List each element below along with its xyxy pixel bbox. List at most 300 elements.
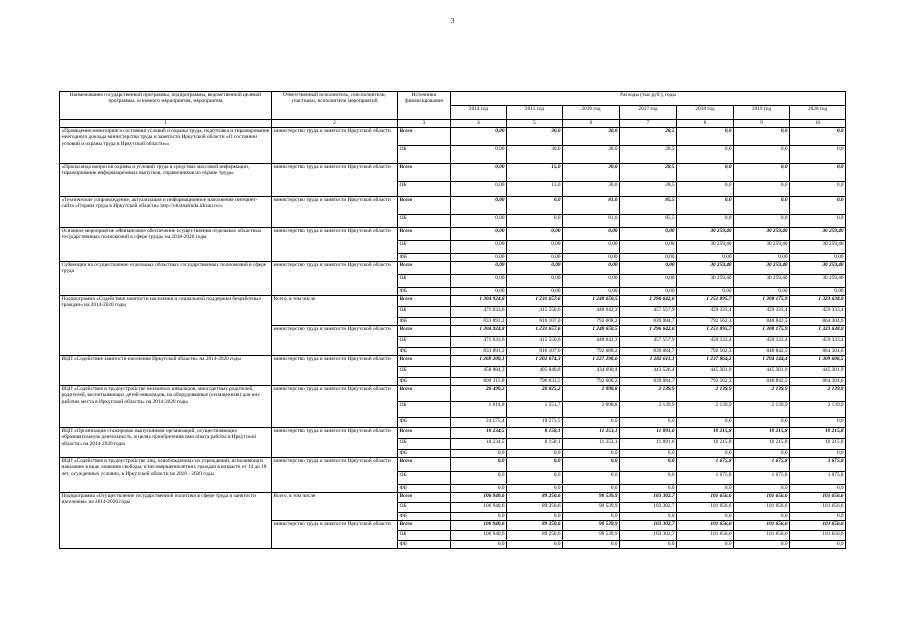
amount-cell: 2 139,9 (734, 402, 790, 418)
funding-source-cell: Всего (398, 493, 451, 503)
amount-cell: 0,00 (620, 262, 677, 275)
amount-cell: 0,00 (507, 254, 563, 262)
amount-cell: 30,0 (507, 146, 563, 164)
amount-cell: 106 940,6 (451, 521, 507, 531)
amount-cell: 19 273,5 (507, 418, 563, 428)
table-row (60, 197, 846, 215)
amount-cell: 30 259,40 (677, 262, 734, 275)
amount-cell: 0,0 (790, 197, 846, 215)
amount-cell: 28,5 (620, 128, 677, 146)
amount-cell: 0,00 (451, 146, 507, 164)
column-number: 6 (563, 120, 620, 128)
amount-cell: 85,5 (620, 215, 677, 228)
amount-cell: 0,0 (790, 513, 846, 521)
amount-cell: 848 842,5 (734, 318, 790, 326)
amount-cell: 792 562,3 (677, 378, 734, 386)
amount-cell: 792 608,2 (563, 348, 620, 356)
amount-cell: 11 253,1 (563, 439, 620, 450)
amount-cell: 0,00 (451, 182, 507, 197)
funding-source-cell: ФБ (398, 541, 451, 549)
amount-cell: 0,0 (790, 215, 846, 228)
funding-source-cell: ОБ (398, 439, 451, 450)
amount-cell: 0,0 (451, 472, 507, 485)
table-row (60, 128, 846, 146)
amount-cell: 101 656,6 (677, 521, 734, 531)
amount-cell: 11 891,6 (620, 439, 677, 450)
program-name-cell: «Техническое сопровождение, актуализация и информационное наполнение интернет-сайта «Охрана труда в Иркутской области» http://ohranatruda.irkzan.ru/» (60, 197, 272, 228)
amount-cell: 28,5 (620, 164, 677, 182)
amount-cell: 0,0 (620, 485, 677, 493)
header-year: 2017 год (620, 106, 677, 120)
amount-cell: 0,0 (563, 485, 620, 493)
header-source: Источники финансирования (398, 92, 451, 120)
amount-cell: 0,0 (563, 418, 620, 428)
table-row (60, 356, 846, 367)
amount-cell: 103 302,7 (620, 531, 677, 541)
amount-cell: 0,0 (790, 541, 846, 549)
funding-source-cell: ОБ (398, 337, 451, 348)
header-year: 2015 год (507, 106, 563, 120)
amount-cell: 0,00 (451, 288, 507, 296)
amount-cell: 445 301,9 (734, 367, 790, 378)
amount-cell: 90 539,9 (563, 493, 620, 503)
funding-source-cell: ОБ (398, 307, 451, 318)
executor-cell: министерство труда и занятости Иркутской области (272, 262, 398, 296)
executor-cell: министерство труда и занятости Иркутской области (272, 128, 398, 164)
amount-cell: 0,0 (734, 215, 790, 228)
program-name-cell: ВЦП «Содействие в трудоустройстве незанятых инвалидов, многодетных родителей, родителей, воспитывающих детей-инвалидов, на оборудованные (оснащенные) для них рабочие места в Иркутской области» на 2014-2020 годы (60, 386, 272, 428)
amount-cell: 0,0 (507, 450, 563, 458)
column-number: 4 (451, 120, 507, 128)
amount-cell: 864 304,6 (790, 378, 846, 386)
column-number: 1 (60, 120, 272, 128)
amount-cell: 30 259,40 (790, 228, 846, 241)
funding-source-cell: ФБ (398, 485, 451, 493)
funding-source-cell: Всего (398, 458, 451, 472)
amount-cell: 0,0 (620, 458, 677, 472)
amount-cell: 90 539,9 (563, 521, 620, 531)
amount-cell: 0,00 (790, 254, 846, 262)
table-row (60, 262, 846, 275)
amount-cell: 1 675,8 (790, 458, 846, 472)
column-number: 2 (272, 120, 398, 128)
funding-source-cell: ОБ (398, 367, 451, 378)
table-row (60, 228, 846, 241)
amount-cell: 0,0 (790, 182, 846, 197)
amount-cell: 11 253,1 (563, 428, 620, 439)
amount-cell: 101 656,6 (677, 503, 734, 513)
amount-cell: 1 675,8 (677, 472, 734, 485)
amount-cell: 0,00 (507, 288, 563, 296)
amount-cell: 1 304 924,8 (451, 326, 507, 337)
amount-cell: 448 042,3 (563, 307, 620, 318)
amount-cell: 0,0 (677, 541, 734, 549)
amount-cell: 0,00 (451, 164, 507, 182)
amount-cell: 0,00 (620, 288, 677, 296)
table-row (60, 493, 846, 503)
amount-cell: 1 231 657,6 (507, 326, 563, 337)
header-year: 2018 год (677, 106, 734, 120)
amount-cell: 0,0 (677, 485, 734, 493)
amount-cell: 30 259,40 (677, 228, 734, 241)
amount-cell: 459 333,4 (790, 337, 846, 348)
amount-cell: 848 842,5 (734, 378, 790, 386)
program-name-cell: Подпрограмма «Содействие занятости населения и социальной поддержки безработных граждан» на 2014-2020 годы (60, 296, 272, 356)
funding-source-cell: Всего (398, 296, 451, 307)
amount-cell: 471 033,6 (451, 337, 507, 348)
amount-cell: 89 250,6 (507, 503, 563, 513)
amount-cell: 0,0 (507, 513, 563, 521)
program-name-cell: ВЦП «Организация стажировок выпускников организаций, осуществляющих образовательную деятельность, в целях приобретения ими опыта работы в Иркутской области» на 2014-2020 годы (60, 428, 272, 458)
amount-cell: 848 842,5 (734, 348, 790, 356)
table-row (60, 296, 846, 307)
amount-cell: 101 656,6 (734, 493, 790, 503)
table-body (60, 128, 846, 549)
funding-source-cell: ОБ (398, 215, 451, 228)
amount-cell: 0,0 (677, 146, 734, 164)
amount-cell: 30 259,40 (734, 241, 790, 254)
amount-cell: 0,00 (507, 241, 563, 254)
amount-cell: 2 139,9 (620, 386, 677, 402)
funding-source-cell: ФБ (398, 348, 451, 356)
amount-cell: 405 840,8 (507, 367, 563, 378)
amount-cell: 0,0 (451, 541, 507, 549)
amount-cell: 0,0 (790, 146, 846, 164)
funding-source-cell: Всего (398, 386, 451, 402)
funding-source-cell: ОБ (398, 182, 451, 197)
amount-cell: 1 675,8 (677, 458, 734, 472)
amount-cell: 0,00 (451, 262, 507, 275)
amount-cell: 0,0 (790, 164, 846, 182)
amount-cell: 1 675,8 (790, 472, 846, 485)
funding-source-cell: Всего (398, 326, 451, 337)
amount-cell: 0,00 (734, 254, 790, 262)
amount-cell: 0,00 (451, 254, 507, 262)
executor-cell: министерство труда и занятости Иркутской области (272, 164, 398, 197)
amount-cell: 0,0 (620, 418, 677, 428)
amount-cell: 30 259,40 (734, 228, 790, 241)
amount-cell: 103 302,7 (620, 503, 677, 513)
amount-cell: 0,0 (620, 450, 677, 458)
amount-cell: 1 308 175,9 (734, 296, 790, 307)
amount-cell: 0,0 (790, 128, 846, 146)
amount-cell: 0,0 (677, 164, 734, 182)
amount-cell: 2 139,9 (734, 386, 790, 402)
executor-cell: Всего, в том числе (272, 493, 398, 521)
amount-cell: 30 259,40 (677, 241, 734, 254)
amount-cell: 26 490,2 (451, 386, 507, 402)
amount-cell: 2 098,8 (563, 402, 620, 418)
amount-cell: 0,0 (620, 541, 677, 549)
amount-cell: 839 084,7 (620, 348, 677, 356)
amount-cell: 10 215,8 (677, 439, 734, 450)
amount-cell: 10 234,5 (451, 428, 507, 439)
executor-cell: Всего, в том числе (272, 296, 398, 326)
amount-cell: 0,00 (451, 128, 507, 146)
amount-cell: 1 227 298,6 (563, 356, 620, 367)
amount-cell: 101 656,6 (734, 531, 790, 541)
amount-cell: 10 215,8 (734, 439, 790, 450)
header-expenses: Расходы (тыс.руб.), годы (451, 92, 846, 106)
program-name-cell: «Проведение мониторинга состояния условий и охраны труда, подготовка и тиражирование ежегодного доклада министерства труда и занятости Иркутской области «О состоянии условий и охраны труда в Иркутской области»» (60, 128, 272, 164)
amount-cell: 833 891,2 (451, 348, 507, 356)
funding-source-cell: Всего (398, 164, 451, 182)
amount-cell: 0,0 (677, 215, 734, 228)
amount-cell: 106 940,6 (451, 531, 507, 541)
amount-cell: 443 526,4 (620, 367, 677, 378)
amount-cell: 0,00 (563, 228, 620, 241)
amount-cell: 1 240 650,5 (563, 326, 620, 337)
amount-cell: 15,0 (507, 164, 563, 182)
amount-cell: 2 139,9 (677, 402, 734, 418)
amount-cell: 101 656,6 (790, 493, 846, 503)
amount-cell: 0,0 (790, 450, 846, 458)
amount-cell: 2 139,9 (790, 402, 846, 418)
table-row (60, 164, 846, 182)
amount-cell: 28,5 (620, 146, 677, 164)
header-year: 2019 год (734, 106, 790, 120)
amount-cell: 85,5 (620, 197, 677, 215)
amount-cell: 0,0 (507, 197, 563, 215)
amount-cell: 0,0 (677, 182, 734, 197)
amount-cell: 24 575,4 (451, 418, 507, 428)
amount-cell: 809 315,8 (451, 378, 507, 386)
amount-cell: 0,0 (734, 164, 790, 182)
amount-cell: 30 259,40 (790, 275, 846, 288)
table-row (60, 458, 846, 472)
amount-cell: 816 107,0 (507, 318, 563, 326)
amount-cell: 8 158,1 (507, 428, 563, 439)
amount-cell: 1 268 200,1 (451, 356, 507, 367)
amount-cell: 0,00 (620, 241, 677, 254)
amount-cell: 20 825,2 (507, 386, 563, 402)
amount-cell: 0,0 (677, 513, 734, 521)
funding-source-cell: ОБ (398, 531, 451, 541)
amount-cell: 101 656,6 (734, 521, 790, 531)
amount-cell: 1 323 638,0 (790, 296, 846, 307)
amount-cell: 434 690,4 (563, 367, 620, 378)
amount-cell: 459 333,4 (677, 337, 734, 348)
amount-cell: 81,0 (563, 197, 620, 215)
amount-cell: 89 250,6 (507, 531, 563, 541)
amount-cell: 1 551,7 (507, 402, 563, 418)
program-name-cell: ВЦП «Содействие в трудоустройстве лиц, освобожденных из учреждений, исполняющих наказание в виде лишения свободы, и несовершеннолетних граждан в возрасте от 14 до 18 лет, осужденных условно, в Иркутской области на 2018 - 2020 годы (60, 458, 272, 493)
amount-cell: 445 301,9 (790, 367, 846, 378)
amount-cell: 103 302,7 (620, 521, 677, 531)
amount-cell: 459 333,4 (734, 307, 790, 318)
amount-cell: 0,00 (563, 262, 620, 275)
header-name: Наименование государственной программы, подпрограммы, ведомственной целевой программы, основного мероприятия, мероприятия (60, 92, 272, 120)
amount-cell: 0,0 (734, 513, 790, 521)
amount-cell: 1 240 650,5 (563, 296, 620, 307)
column-number: 3 (398, 120, 451, 128)
amount-cell: 792 608,2 (563, 318, 620, 326)
amount-cell: 458 884,3 (451, 367, 507, 378)
executor-cell: министерство труда и занятости Иркутской области (272, 326, 398, 356)
funding-source-cell: ОБ (398, 503, 451, 513)
amount-cell: 0,0 (563, 513, 620, 521)
amount-cell: 10 215,8 (790, 428, 846, 439)
amount-cell: 0,00 (451, 228, 507, 241)
amount-cell: 11 891,6 (620, 428, 677, 439)
amount-cell: 457 557,9 (620, 307, 677, 318)
amount-cell: 0,00 (507, 262, 563, 275)
funding-source-cell: Всего (398, 521, 451, 531)
amount-cell: 0,0 (563, 472, 620, 485)
amount-cell: 10 215,8 (734, 428, 790, 439)
amount-cell: 30,0 (563, 164, 620, 182)
amount-cell: 0,0 (734, 128, 790, 146)
amount-cell: 0,0 (451, 513, 507, 521)
amount-cell: 1 282 611,1 (620, 356, 677, 367)
column-number: 8 (677, 120, 734, 128)
amount-cell: 89 250,6 (507, 521, 563, 531)
amount-cell: 1 251 895,7 (677, 296, 734, 307)
funding-source-cell: Всего (398, 356, 451, 367)
amount-cell: 0,0 (507, 541, 563, 549)
amount-cell: 0,0 (734, 541, 790, 549)
amount-cell: 792 562,3 (677, 318, 734, 326)
amount-cell: 1 296 642,6 (620, 296, 677, 307)
amount-cell: 415 550,6 (507, 337, 563, 348)
amount-cell: 457 557,9 (620, 337, 677, 348)
amount-cell: 0,0 (507, 215, 563, 228)
amount-cell: 415 550,6 (507, 307, 563, 318)
executor-cell: министерство труда и занятости Иркутской области (272, 386, 398, 428)
amount-cell: 10 234,5 (451, 439, 507, 450)
amount-cell: 30 259,40 (734, 275, 790, 288)
amount-cell: 864 304,6 (790, 318, 846, 326)
amount-cell: 0,00 (790, 288, 846, 296)
amount-cell: 0,0 (451, 485, 507, 493)
funding-source-cell: ФБ (398, 254, 451, 262)
amount-cell: 30,0 (563, 182, 620, 197)
amount-cell: 0,0 (451, 450, 507, 458)
funding-source-cell: ОБ (398, 402, 451, 418)
amount-cell: 459 333,4 (734, 337, 790, 348)
amount-cell: 8 158,1 (507, 439, 563, 450)
column-number: 10 (790, 120, 846, 128)
amount-cell: 816 107,0 (507, 348, 563, 356)
funding-source-cell: ОБ (398, 472, 451, 485)
funding-source-cell: ФБ (398, 288, 451, 296)
amount-cell: 459 333,4 (790, 307, 846, 318)
amount-cell: 0,0 (734, 418, 790, 428)
amount-cell: 2 098,8 (563, 386, 620, 402)
amount-cell: 101 656,6 (677, 531, 734, 541)
executor-cell: министерство труда и занятости Иркутской области (272, 458, 398, 493)
column-number: 7 (620, 120, 677, 128)
amount-cell: 796 833,5 (507, 378, 563, 386)
amount-cell: 30 259,40 (734, 262, 790, 275)
funding-source-cell: ФБ (398, 513, 451, 521)
funding-source-cell: ОБ (398, 241, 451, 254)
amount-cell: 101 656,6 (790, 503, 846, 513)
amount-cell: 0,00 (451, 215, 507, 228)
amount-cell: 445 301,9 (677, 367, 734, 378)
header-year: 2016 год (563, 106, 620, 120)
program-name-cell: «Пропаганда вопросов охраны и условий труда в средствах массовой информации, тиражирование информационных выпусков, справочников по охране труда» (60, 164, 272, 197)
amount-cell: 101 656,6 (734, 503, 790, 513)
header-year: 2014 год (451, 106, 507, 120)
amount-cell: 0,0 (790, 485, 846, 493)
amount-cell: 839 084,7 (620, 318, 677, 326)
amount-cell: 1 309 606,5 (790, 356, 846, 367)
column-number: 9 (734, 120, 790, 128)
amount-cell: 0,00 (677, 254, 734, 262)
amount-cell: 0,00 (563, 275, 620, 288)
amount-cell: 28,5 (620, 182, 677, 197)
amount-cell: 0,00 (734, 288, 790, 296)
table-row (60, 428, 846, 439)
funding-source-cell: Всего (398, 128, 451, 146)
amount-cell: 81,0 (563, 215, 620, 228)
budget-table (59, 91, 846, 549)
amount-cell: 1 914,8 (451, 402, 507, 418)
amount-cell: 0,0 (734, 197, 790, 215)
header-year: 2020 год (790, 106, 846, 120)
funding-source-cell: Всего (398, 228, 451, 241)
amount-cell: 0,0 (734, 485, 790, 493)
amount-cell: 792 608,2 (563, 378, 620, 386)
amount-cell: 0,0 (451, 458, 507, 472)
funding-source-cell: ФБ (398, 450, 451, 458)
amount-cell: 0,0 (677, 197, 734, 215)
executor-cell: министерство труда и занятости Иркутской области (272, 197, 398, 228)
amount-cell: 103 302,7 (620, 493, 677, 503)
amount-cell: 1 296 642,6 (620, 326, 677, 337)
amount-cell: 1 323 638,0 (790, 326, 846, 337)
amount-cell: 2 139,9 (620, 402, 677, 418)
amount-cell: 0,0 (563, 458, 620, 472)
amount-cell: 0,00 (563, 254, 620, 262)
funding-source-cell: Всего (398, 197, 451, 215)
funding-source-cell: ФБ (398, 378, 451, 386)
amount-cell: 2 139,9 (790, 386, 846, 402)
amount-cell: 106 940,6 (451, 493, 507, 503)
amount-cell: 0,00 (563, 288, 620, 296)
amount-cell: 30,0 (507, 128, 563, 146)
amount-cell: 0,0 (563, 450, 620, 458)
amount-cell: 0,0 (563, 541, 620, 549)
amount-cell: 15,0 (507, 182, 563, 197)
amount-cell: 0,00 (677, 288, 734, 296)
amount-cell: 106 940,6 (451, 503, 507, 513)
program-name-cell: Основное мероприятие «Финансовое обеспечение осуществления отдельных областных государственных полномочий в сфере труда» на 2018-2020 годы (60, 228, 272, 262)
amount-cell: 0,00 (507, 275, 563, 288)
amount-cell: 30,0 (563, 146, 620, 164)
program-name-cell: Субвенции на осуществление отдельных областных государственных полномочий в сфере труда (60, 262, 272, 296)
amount-cell: 0,0 (790, 418, 846, 428)
amount-cell: 0,00 (620, 275, 677, 288)
amount-cell: 0,0 (734, 146, 790, 164)
amount-cell: 10 215,8 (677, 428, 734, 439)
amount-cell: 30,0 (563, 128, 620, 146)
amount-cell: 2 139,9 (677, 386, 734, 402)
funding-source-cell: ФБ (398, 418, 451, 428)
page-number: 3 (450, 17, 455, 25)
amount-cell: 101 656,6 (790, 531, 846, 541)
amount-cell: 30 259,40 (790, 241, 846, 254)
funding-source-cell: Всего (398, 428, 451, 439)
amount-cell: 0,00 (620, 228, 677, 241)
amount-cell: 0,0 (734, 450, 790, 458)
amount-cell: 471 033,6 (451, 307, 507, 318)
program-name-cell: Подпрограмма «Осуществление государственной политики в сфере труда и занятости населения» на 2014-2020 годы (60, 493, 272, 549)
amount-cell: 1 675,8 (734, 458, 790, 472)
amount-cell: 30 259,40 (790, 262, 846, 275)
funding-source-cell: Всего (398, 262, 451, 275)
